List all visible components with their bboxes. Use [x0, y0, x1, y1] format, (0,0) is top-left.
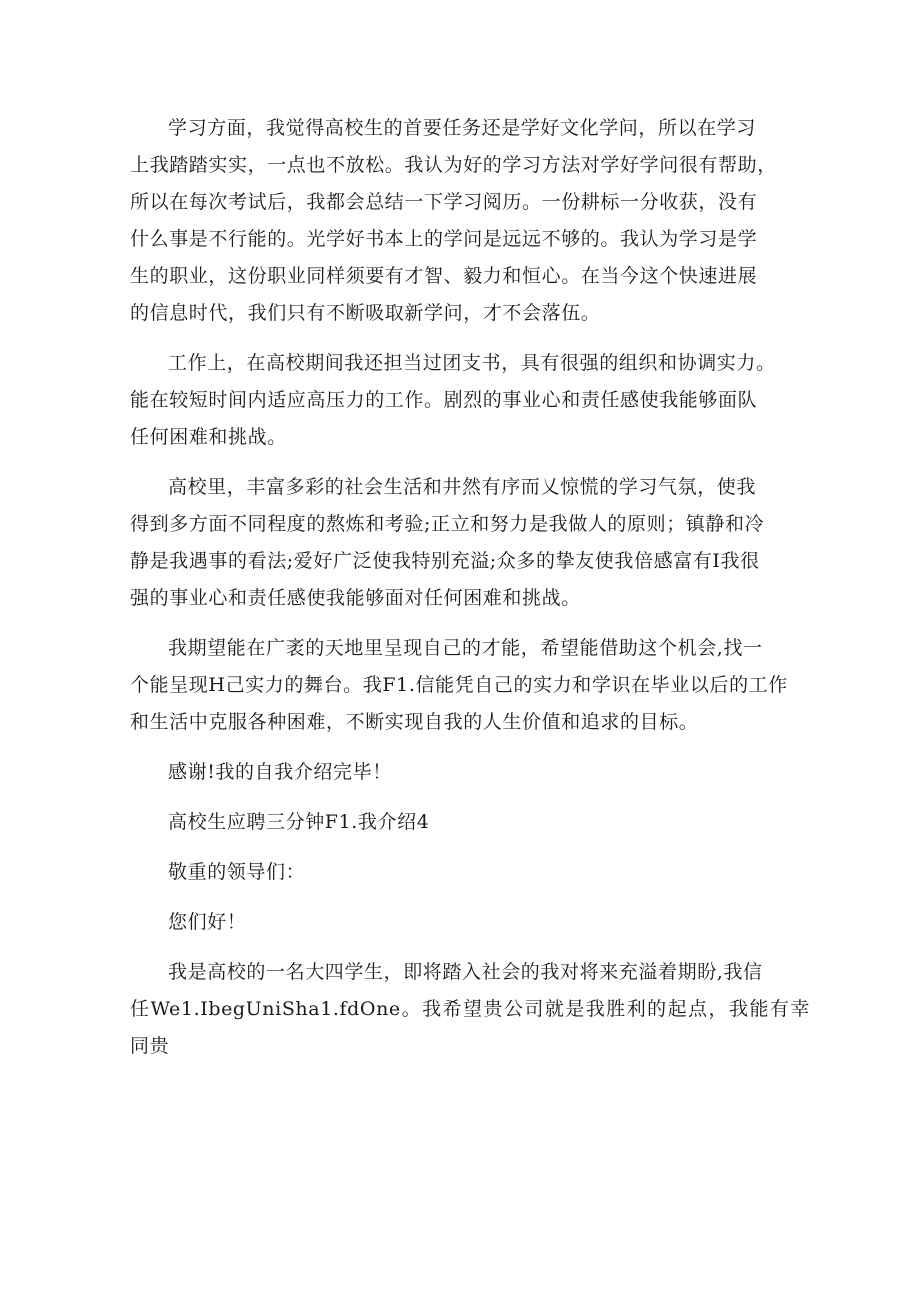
- greeting: 您们好！: [168, 911, 247, 933]
- text-line: 任We1.IbegUniSha1.fdOne。我希望贵公司就是我胜利的起点，我能有幸同贵: [130, 998, 810, 1057]
- text-line: 的信息时代，我们只有不断吸取新学问，才不会落伍。: [130, 302, 601, 324]
- text-line: 强的事业心和责任感使我能够面对任何困难和挑战。: [130, 587, 581, 609]
- text-line: 和生活中克服各种困难，不断实现自我的人生价值和追求的目标。: [130, 711, 699, 733]
- salutation: 敬重的领导们：: [168, 861, 306, 883]
- text-line: 所以在每次考试后，我都会总结一下学习阅历。一份耕标一分收获，没有: [130, 191, 758, 213]
- document-body: [130, 110, 810, 1078]
- text-line: 任何困难和挑战。: [130, 426, 287, 448]
- text-line: 能在较短时间内适应高压力的工作。剧烈的事业心和责任感使我能够面队: [130, 389, 758, 411]
- text-line: 静是我遇事的看法;爱好广泛使我特别充溢;众多的挚友使我倍感富有I我很: [130, 550, 760, 572]
- paragraph-campus-life: [130, 469, 810, 617]
- section-heading: 高校生应聘三分钟F1.我介绍4: [168, 811, 430, 833]
- text-line: 上我踏踏实实，一点也不放松。我认为好的学习方法对学好学问很有帮助，: [130, 154, 777, 176]
- text-line: 得到多方面不同程度的熬炼和考验;正立和努力是我做人的原则；镇静和冷: [130, 513, 765, 535]
- text-line: 工作上，在高校期间我还担当过团支书，具有很强的组织和协调实力。: [168, 352, 776, 374]
- paragraph-intro: [130, 954, 810, 1065]
- text-line: 高校里，丰富多彩的社会生活和井然有序而乂惊慌的学习气氛，使我: [168, 476, 757, 498]
- text-line: 我期望能在广袤的天地里呈现自己的才能，希望能借助这个机会,找一: [168, 637, 763, 659]
- text-line: 什么事是不行能的。光学好书本上的学问是远远不够的。我认为学习是学: [130, 228, 758, 250]
- closing-thanks: 感谢!我的自我介绍完毕！: [168, 761, 392, 783]
- text-line: 我是高校的一名大四学生，即将踏入社会的我对将来充溢着期盼,我信: [168, 961, 763, 983]
- paragraph-study: [130, 110, 810, 332]
- paragraph-work: [130, 345, 810, 456]
- text-line: 学习方面，我觉得高校生的首要任务还是学好文化学问，所以在学习: [168, 117, 757, 139]
- text-line: 个能呈现H己实力的舞台。我F1.信能凭自己的实力和学识在毕业以后的工作: [130, 674, 788, 696]
- paragraph-hopes: [130, 630, 810, 741]
- text-line: 生的职业，这份职业同样须要有才智、毅力和恒心。在当今这个快速进展: [130, 265, 758, 287]
